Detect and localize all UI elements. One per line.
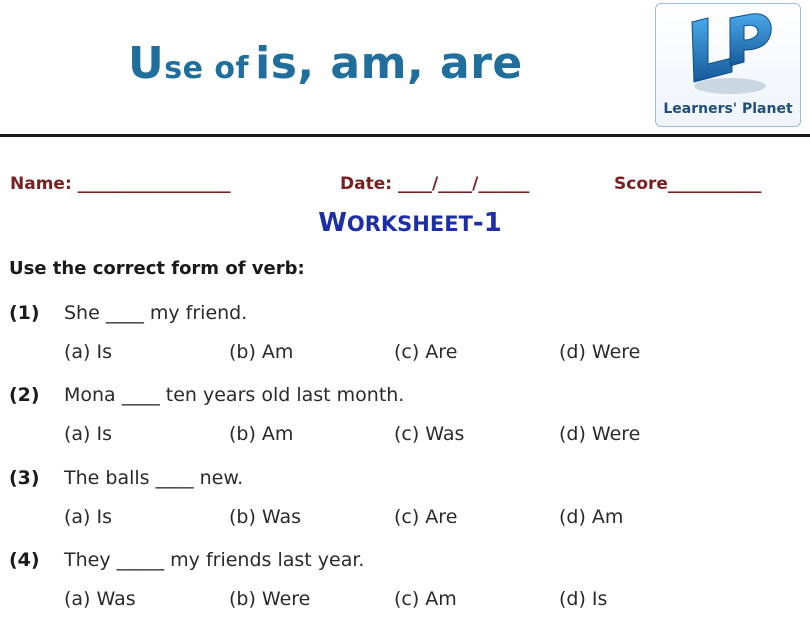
option-a: (a) Was [64,588,136,610]
option-b: (b) Was [229,506,302,528]
question-text: The balls ____ new. [64,467,244,489]
option-c: (c) Was [394,423,465,445]
question-number: (2) [9,384,40,406]
worksheet-title: WORKSHEET-1 [318,208,502,238]
question-number: (1) [9,302,40,324]
question-number: (3) [9,467,40,489]
date-field: Date: ____/____/______ [340,174,530,194]
option-d: (d) Were [559,423,641,445]
learners-planet-logo [655,3,801,127]
option-a: (a) Is [64,506,113,528]
question-text: They _____ my friends last year. [64,549,365,571]
question-text: She ____ my friend. [64,302,248,324]
header-divider [0,134,810,137]
lp-logo-icon [686,12,774,96]
logo-text: Learners' Planet [663,101,793,117]
page-title: Use of is, am, are [128,38,523,89]
option-b: (b) Am [229,341,294,363]
name-field: Name: __________________ [10,174,231,194]
score-field: Score___________ [614,174,762,194]
option-c: (c) Am [394,588,457,610]
instruction: Use the correct form of verb: [9,258,305,279]
option-d: (d) Am [559,506,624,528]
option-c: (c) Are [394,506,458,528]
option-d: (d) Were [559,341,641,363]
option-b: (b) Were [229,588,311,610]
option-b: (b) Am [229,423,294,445]
question-text: Mona ____ ten years old last month. [64,384,405,406]
option-d: (d) Is [559,588,608,610]
question-number: (4) [9,549,40,571]
option-a: (a) Is [64,423,113,445]
option-c: (c) Are [394,341,458,363]
student-info-row [0,174,810,198]
option-a: (a) Is [64,341,113,363]
